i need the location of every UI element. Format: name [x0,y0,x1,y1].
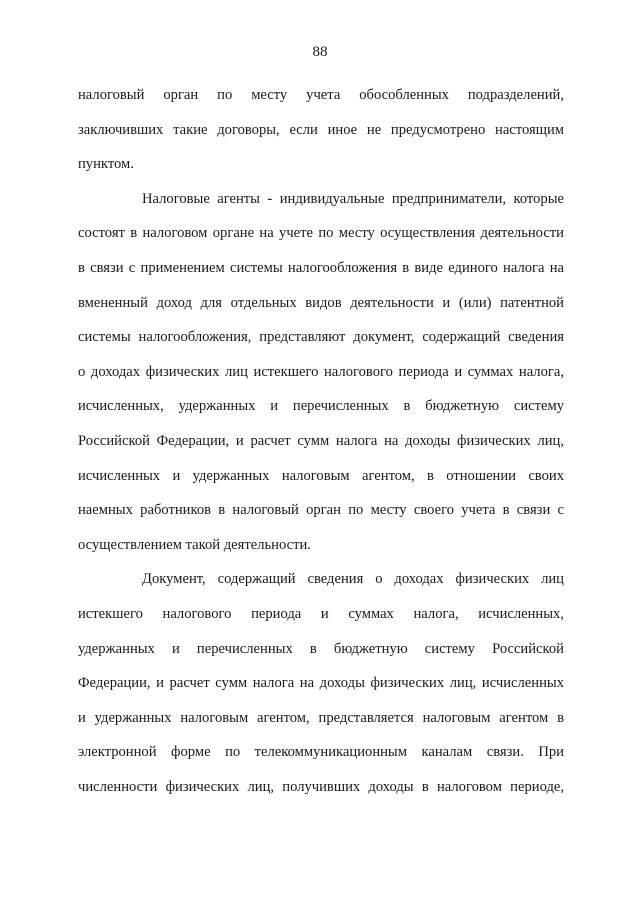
text-line: Документ, содержащий сведения о доходах физических лиц [142,571,564,588]
text-line: налоговый орган по месту учета обособленных подразделений, [78,87,564,103]
text-line: осуществлением такой деятельности. [78,536,311,553]
page-number: 88 [312,44,328,60]
text-line: вмененный доход для отдельных видов деятельности и (или) патентной [78,294,564,311]
text-line: электронной форме по телекоммуникационным каналам связи. При [78,744,564,761]
text-line: состоят в налоговом органе на учете по месту осуществления деятельности [78,225,564,242]
text-line: Налоговые агенты - индивидуальные предприниматели, которые [142,190,564,207]
text-line: системы налогообложения, представляют документ, содержащий сведения [78,329,564,346]
document-body [78,78,564,804]
text-line: исчисленных, удержанных и перечисленных в бюджетную систему [78,398,564,415]
text-line: наемных работников в налоговый орган по месту своего учета в связи с [78,502,564,519]
text-line: в связи с применением системы налогообложения в виде единого налога на [78,259,564,276]
paragraph [78,562,564,804]
text-line: численности физических лиц, получивших доходы в налоговом периоде, [78,778,564,795]
text-line: истекшего налогового периода и суммах налога, исчисленных, [78,605,564,622]
text-line: исчисленных и удержанных налоговым агентом, в отношении своих [78,467,564,484]
text-line: и удержанных налоговым агентом, представляется налоговым агентом в [78,709,564,726]
text-line: о доходах физических лиц истекшего налогового периода и суммах налога, [78,363,564,380]
text-line: заключивших такие договоры, если иное не предусмотрено настоящим [78,121,564,138]
text-line: пунктом. [78,156,134,173]
paragraph [78,78,564,182]
text-line: Федерации, и расчет сумм налога на доходы физических лиц, исчисленных [78,675,564,692]
paragraph [78,182,564,563]
text-line: удержанных и перечисленных в бюджетную систему Российской [78,640,564,657]
text-line: Российской Федерации, и расчет сумм налога на доходы физических лиц, [78,432,564,449]
